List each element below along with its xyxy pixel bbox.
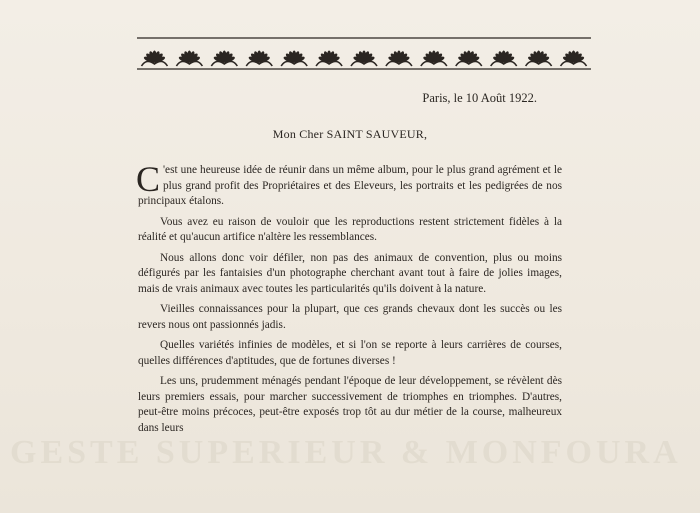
paragraph-1-text: 'est une heureuse idée de réunir dans un même album, pour le plus grand agrément et le plus grand profit des Propriétaires et des Eleveurs, les portraits et les pedigrées de nos principaux étalons. [138, 164, 562, 207]
palmette-frieze-icon [137, 36, 591, 72]
palmette-motif [491, 51, 517, 67]
palmette-motif [246, 51, 272, 67]
paragraph-6: Les uns, prudemment ménagés pendant l'époque de leur développement, se révèlent dès leurs premiers essais, pour marcher successivement de triomphes en triomphes. D'autres, peut-être moins précoces, peut-être exposés trop tôt au dur métier de la course, malheureux dans leurs [138, 375, 562, 434]
palmette-motif [351, 51, 377, 67]
palmette-motif [386, 51, 412, 67]
paragraph-2: Vous avez eu raison de vouloir que les reproductions restent strictement fidèles à la réalité et qu'aucun artifice n'altère les ressemblances. [138, 215, 562, 243]
watermark-text: GESTE SUPERIEUR & MONFOURA [10, 434, 682, 471]
palmette-motif [211, 51, 237, 67]
paragraph-3: Nous allons donc voir défiler, non pas des animaux de convention, plus ou moins défigurés par les fantaisies d'un photographe cherchant avant tout à faire de jolies images, mais de vrais animaux avec toutes les particularités qu'ils doivent à la nature. [138, 251, 562, 295]
palmette-motif [561, 51, 587, 67]
letter-body [136, 159, 562, 441]
paragraph-4: Vieilles connaissances pour la plupart, que ces grands chevaux dont les succès ou les revers nous ont passionnés jadis. [138, 303, 562, 331]
drop-cap: C [136, 159, 161, 199]
ornamental-frieze [137, 36, 591, 72]
salutation: Mon Cher SAINT SAUVEUR, [272, 127, 428, 141]
palmette-motif [316, 51, 342, 67]
paragraph-1 [136, 159, 562, 210]
palmette-motif [141, 51, 167, 67]
palmette-motif [456, 51, 482, 67]
palmette-motif [526, 51, 552, 67]
paragraph-5: Quelles variétés infinies de modèles, et si l'on se reporte à leurs carrières de courses, quelles différences d'aptitudes, que de fortunes diverses ! [138, 339, 562, 367]
palmette-motif [176, 51, 202, 67]
palmette-motif [421, 51, 447, 67]
palmette-motif [281, 51, 307, 67]
letter-date: Paris, le 10 Août 1922. [422, 91, 537, 105]
